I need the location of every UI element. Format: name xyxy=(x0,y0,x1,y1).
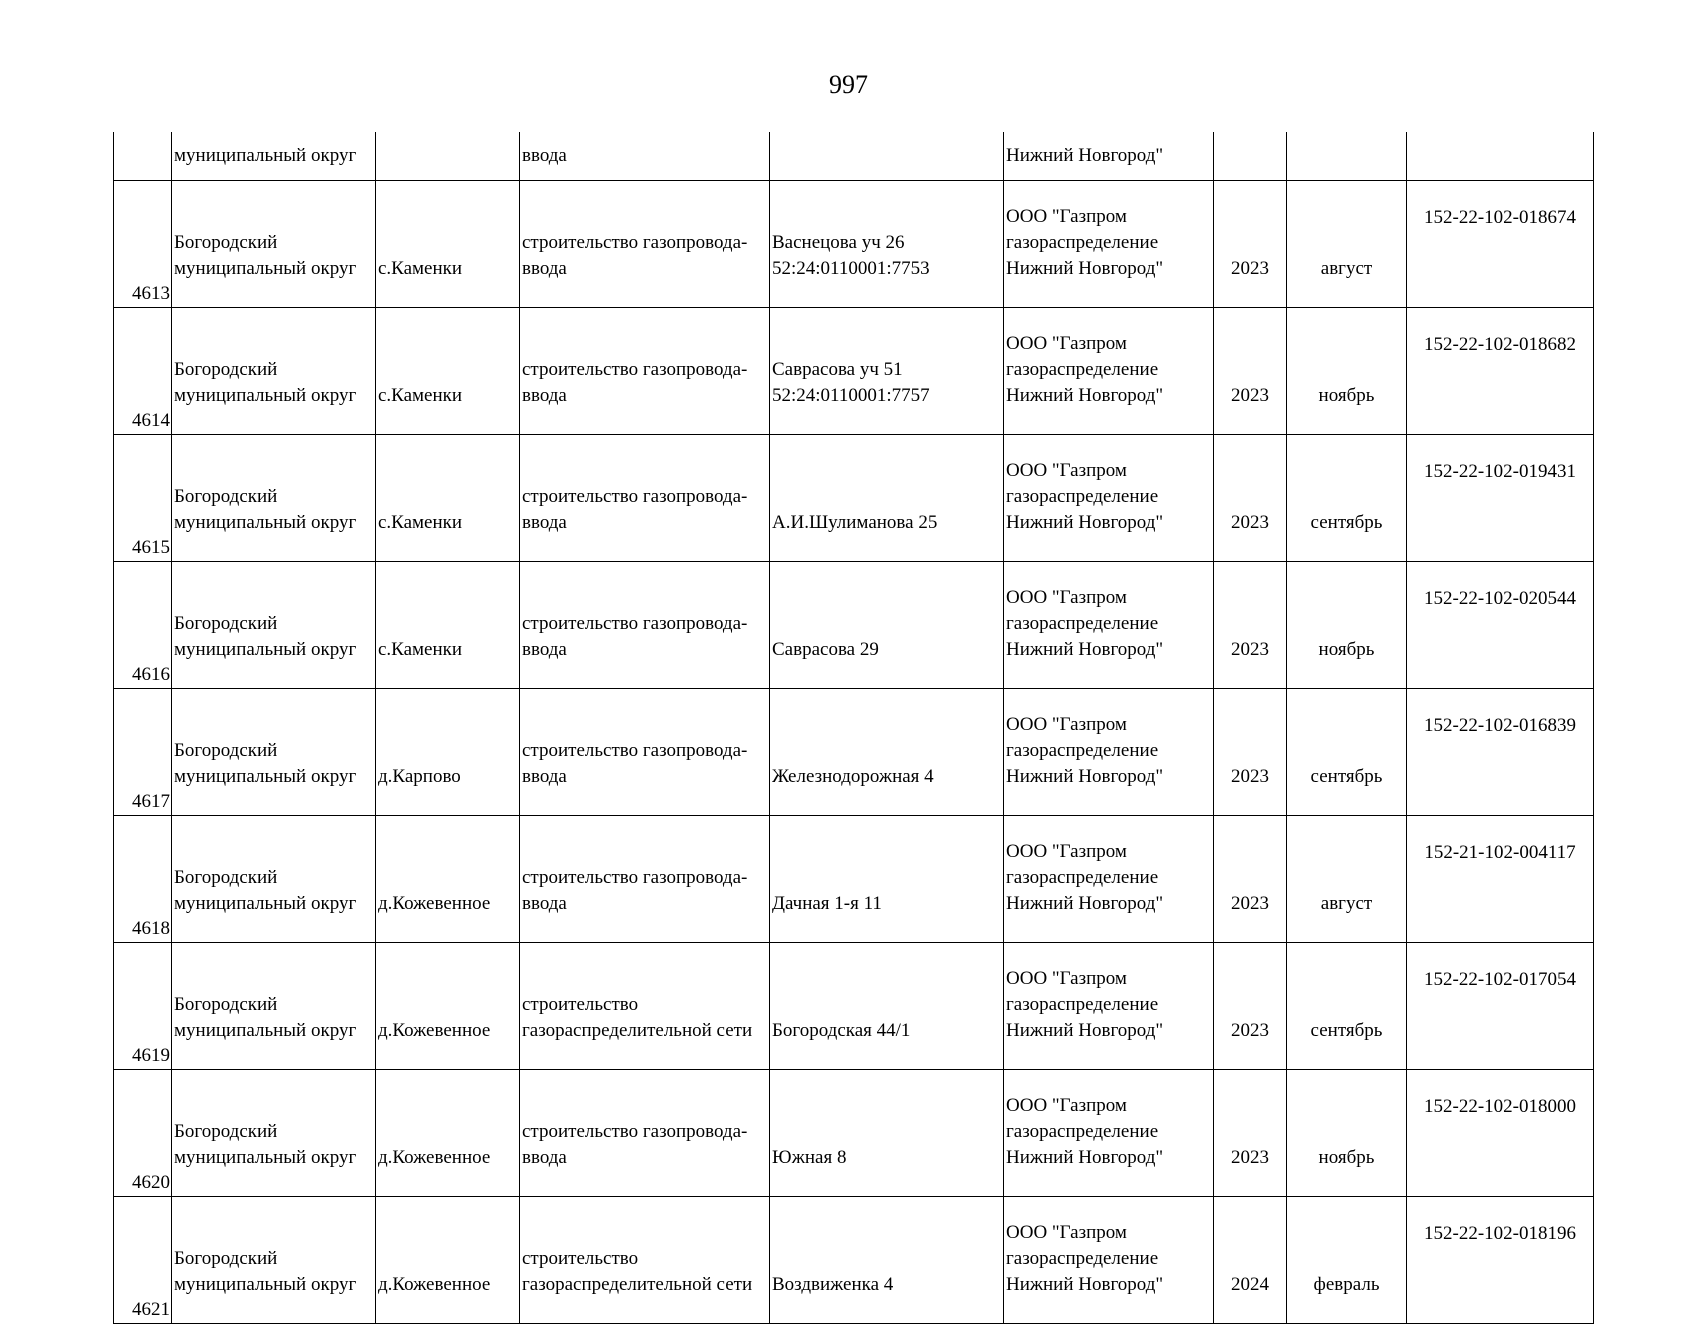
cell-work-text: строительство газопровода- ввода xyxy=(522,359,748,406)
cell-code xyxy=(1407,435,1594,562)
cell-address-text: Саврасова уч 51 52:24:0110001:7757 xyxy=(772,359,930,406)
cell-settlement xyxy=(376,816,520,943)
cell-year xyxy=(1214,1070,1287,1197)
table-row xyxy=(114,1197,1594,1324)
cell-district xyxy=(172,816,376,943)
cell-settlement-text: с.Каменки xyxy=(378,258,463,279)
cell-year-text: 2023 xyxy=(1231,639,1269,660)
cell-organization-text: ООО "Газпром газораспределение Нижний Новгород" xyxy=(1006,206,1164,279)
cell-year xyxy=(1214,435,1287,562)
cell-address-text: Богородская 44/1 xyxy=(772,1020,911,1041)
table-row xyxy=(114,181,1594,308)
cell-district-text: Богородский муниципальный округ xyxy=(174,994,357,1041)
cell-month xyxy=(1287,562,1407,689)
cell-code xyxy=(1407,1070,1594,1197)
table-row xyxy=(114,562,1594,689)
cell-work xyxy=(520,308,770,435)
cell-month xyxy=(1287,816,1407,943)
table-row xyxy=(114,435,1594,562)
cell-code-text: 152-22-102-018674 xyxy=(1424,207,1576,228)
table-row xyxy=(114,816,1594,943)
cell-district-text: Богородский муниципальный округ xyxy=(174,867,357,914)
cell-settlement xyxy=(376,132,520,181)
cell-year-text: 2023 xyxy=(1231,893,1269,914)
cell-month xyxy=(1287,1197,1407,1324)
cell-organization xyxy=(1004,1197,1214,1324)
cell-district-text: Богородский муниципальный округ xyxy=(174,1121,357,1168)
cell-year-text: 2023 xyxy=(1231,512,1269,533)
cell-district-text: Богородский муниципальный округ xyxy=(174,613,357,660)
cell-district-text: Богородский муниципальный округ xyxy=(174,1248,357,1295)
cell-num-text: 4615 xyxy=(132,537,170,558)
cell-organization: Нижний Новгород" xyxy=(1004,132,1214,181)
cell-month xyxy=(1287,308,1407,435)
cell-work-text: строительство газораспределительной сети xyxy=(522,994,753,1041)
cell-work-text: строительство газопровода- ввода xyxy=(522,613,748,660)
cell-year-text: 2023 xyxy=(1231,385,1269,406)
cell-district xyxy=(172,689,376,816)
table-body xyxy=(114,132,1594,1324)
cell-settlement xyxy=(376,435,520,562)
cell-organization-text: ООО "Газпром газораспределение Нижний Новгород" xyxy=(1006,714,1164,787)
cell-month-text: сентябрь xyxy=(1310,1020,1383,1041)
cell-work-text: строительство газопровода- ввода xyxy=(522,486,748,533)
cell-settlement xyxy=(376,308,520,435)
cell-district xyxy=(172,562,376,689)
cell-num-text: 4621 xyxy=(132,1299,170,1320)
cell-district xyxy=(172,435,376,562)
cell-year xyxy=(1214,308,1287,435)
cell-year xyxy=(1214,816,1287,943)
cell-settlement xyxy=(376,562,520,689)
cell-work xyxy=(520,1197,770,1324)
cell-work xyxy=(520,943,770,1070)
cell-district-text: Богородский муниципальный округ xyxy=(174,359,357,406)
cell-month xyxy=(1287,943,1407,1070)
cell-num-text: 4619 xyxy=(132,1045,170,1066)
cell-address xyxy=(770,435,1004,562)
cell-address xyxy=(770,1070,1004,1197)
cell-code xyxy=(1407,816,1594,943)
cell-code-text: 152-22-102-018196 xyxy=(1424,1223,1576,1244)
cell-code-text: 152-22-102-018000 xyxy=(1424,1096,1576,1117)
cell-code-text: 152-22-102-019431 xyxy=(1424,461,1576,482)
cell-num xyxy=(114,435,172,562)
cell-settlement xyxy=(376,689,520,816)
table-row xyxy=(114,1070,1594,1197)
cell-month xyxy=(1287,435,1407,562)
cell-year xyxy=(1214,181,1287,308)
cell-address-text: Южная 8 xyxy=(772,1147,847,1168)
cell-organization xyxy=(1004,816,1214,943)
cell-settlement-text: д.Кожевенное xyxy=(378,1274,491,1295)
cell-settlement-text: д.Карпово xyxy=(378,766,461,787)
cell-organization xyxy=(1004,562,1214,689)
cell-code-text: 152-22-102-017054 xyxy=(1424,969,1576,990)
cell-month-text: сентябрь xyxy=(1310,512,1383,533)
cell-code xyxy=(1407,689,1594,816)
cell-address xyxy=(770,689,1004,816)
cell-work-text: строительство газопровода- ввода xyxy=(522,1121,748,1168)
cell-month-text: ноябрь xyxy=(1318,385,1375,406)
cell-code-text: 152-21-102-004117 xyxy=(1424,842,1576,863)
cell-district-text: Богородский муниципальный округ xyxy=(174,740,357,787)
cell-work xyxy=(520,816,770,943)
cell-organization xyxy=(1004,1070,1214,1197)
cell-organization-text: ООО "Газпром газораспределение Нижний Новгород" xyxy=(1006,1095,1164,1168)
cell-settlement xyxy=(376,1070,520,1197)
cell-organization-text: ООО "Газпром газораспределение Нижний Новгород" xyxy=(1006,460,1164,533)
cell-district-text: Богородский муниципальный округ xyxy=(174,486,357,533)
cell-settlement-text: д.Кожевенное xyxy=(378,1147,491,1168)
cell-settlement xyxy=(376,181,520,308)
cell-organization xyxy=(1004,943,1214,1070)
cell-year-text: 2023 xyxy=(1231,766,1269,787)
cell-settlement xyxy=(376,1197,520,1324)
table-row xyxy=(114,308,1594,435)
cell-code xyxy=(1407,562,1594,689)
cell-address-text: Васнецова уч 26 52:24:0110001:7753 xyxy=(772,232,930,279)
cell-month-text: август xyxy=(1320,893,1373,914)
cell-address xyxy=(770,132,1004,181)
cell-address xyxy=(770,308,1004,435)
cell-work-text: строительство газопровода- ввода xyxy=(522,232,748,279)
cell-year-text: 2024 xyxy=(1231,1274,1269,1295)
cell-code-text: 152-22-102-016839 xyxy=(1424,715,1576,736)
cell-num-text: 4613 xyxy=(132,283,170,304)
cell-month xyxy=(1287,132,1407,181)
cell-year xyxy=(1214,132,1287,181)
cell-organization xyxy=(1004,181,1214,308)
cell-num-text: 4616 xyxy=(132,664,170,685)
cell-work xyxy=(520,1070,770,1197)
cell-organization-text: ООО "Газпром газораспределение Нижний Новгород" xyxy=(1006,968,1164,1041)
cell-year xyxy=(1214,689,1287,816)
cell-num-text: 4618 xyxy=(132,918,170,939)
cell-month-text: ноябрь xyxy=(1318,1147,1375,1168)
cell-address xyxy=(770,181,1004,308)
cell-settlement-text: д.Кожевенное xyxy=(378,893,491,914)
cell-address-text: Железнодорожная 4 xyxy=(772,766,934,787)
cell-address-text: Саврасова 29 xyxy=(772,639,879,660)
cell-settlement-text: с.Каменки xyxy=(378,639,463,660)
cell-district xyxy=(172,1070,376,1197)
cell-district-text: Богородский муниципальный округ xyxy=(174,232,357,279)
cell-organization xyxy=(1004,435,1214,562)
cell-district xyxy=(172,308,376,435)
cell-code xyxy=(1407,308,1594,435)
cell-code xyxy=(1407,943,1594,1070)
cell-num xyxy=(114,181,172,308)
cell-work-text: строительство газораспределительной сети xyxy=(522,1248,753,1295)
cell-address xyxy=(770,816,1004,943)
cell-month xyxy=(1287,689,1407,816)
cell-address xyxy=(770,943,1004,1070)
cell-organization-text: ООО "Газпром газораспределение Нижний Новгород" xyxy=(1006,1222,1164,1295)
cell-year-text: 2023 xyxy=(1231,1020,1269,1041)
cell-num xyxy=(114,816,172,943)
cell-address-text: А.И.Шулиманова 25 xyxy=(772,512,938,533)
cell-month-text: август xyxy=(1320,258,1373,279)
cell-district xyxy=(172,181,376,308)
cell-month xyxy=(1287,181,1407,308)
cell-district: муниципальный округ xyxy=(172,132,376,181)
cell-month-text: февраль xyxy=(1313,1274,1380,1295)
cell-num-text: 4617 xyxy=(132,791,170,812)
cell-organization xyxy=(1004,689,1214,816)
cell-num xyxy=(114,1197,172,1324)
cell-organization xyxy=(1004,308,1214,435)
cell-code xyxy=(1407,132,1594,181)
cell-year xyxy=(1214,943,1287,1070)
cell-code-text: 152-22-102-020544 xyxy=(1424,588,1576,609)
cell-address-text: Дачная 1-я 11 xyxy=(772,893,882,914)
cell-year-text: 2023 xyxy=(1231,1147,1269,1168)
cell-organization-text: ООО "Газпром газораспределение Нижний Новгород" xyxy=(1006,587,1164,660)
cell-work-text: строительство газопровода- ввода xyxy=(522,867,748,914)
cell-district xyxy=(172,1197,376,1324)
cell-month xyxy=(1287,1070,1407,1197)
table-row xyxy=(114,689,1594,816)
cell-code-text: 152-22-102-018682 xyxy=(1424,334,1576,355)
cell-month-text: сентябрь xyxy=(1310,766,1383,787)
cell-settlement-text: с.Каменки xyxy=(378,385,463,406)
cell-num xyxy=(114,308,172,435)
cell-num xyxy=(114,562,172,689)
gasification-table xyxy=(113,132,1594,1324)
cell-code xyxy=(1407,181,1594,308)
cell-code xyxy=(1407,1197,1594,1324)
cell-year xyxy=(1214,1197,1287,1324)
cell-organization-text: ООО "Газпром газораспределение Нижний Новгород" xyxy=(1006,333,1164,406)
cell-work xyxy=(520,435,770,562)
cell-num-text: 4620 xyxy=(132,1172,170,1193)
cell-work: ввода xyxy=(520,132,770,181)
cell-num xyxy=(114,132,172,181)
cell-settlement-text: с.Каменки xyxy=(378,512,463,533)
table-row-continued xyxy=(114,132,1594,181)
cell-settlement xyxy=(376,943,520,1070)
cell-work xyxy=(520,562,770,689)
cell-num-text: 4614 xyxy=(132,410,170,431)
cell-num xyxy=(114,689,172,816)
cell-year xyxy=(1214,562,1287,689)
cell-settlement-text: д.Кожевенное xyxy=(378,1020,491,1041)
cell-address xyxy=(770,562,1004,689)
cell-num xyxy=(114,1070,172,1197)
cell-month-text: ноябрь xyxy=(1318,639,1375,660)
cell-work xyxy=(520,181,770,308)
cell-address xyxy=(770,1197,1004,1324)
cell-address-text: Воздвиженка 4 xyxy=(772,1274,894,1295)
page-number: 997 xyxy=(829,70,868,99)
table-row xyxy=(114,943,1594,1070)
cell-district xyxy=(172,943,376,1070)
cell-work-text: строительство газопровода- ввода xyxy=(522,740,748,787)
cell-work xyxy=(520,689,770,816)
cell-year-text: 2023 xyxy=(1231,258,1269,279)
cell-organization-text: ООО "Газпром газораспределение Нижний Новгород" xyxy=(1006,841,1164,914)
cell-num xyxy=(114,943,172,1070)
